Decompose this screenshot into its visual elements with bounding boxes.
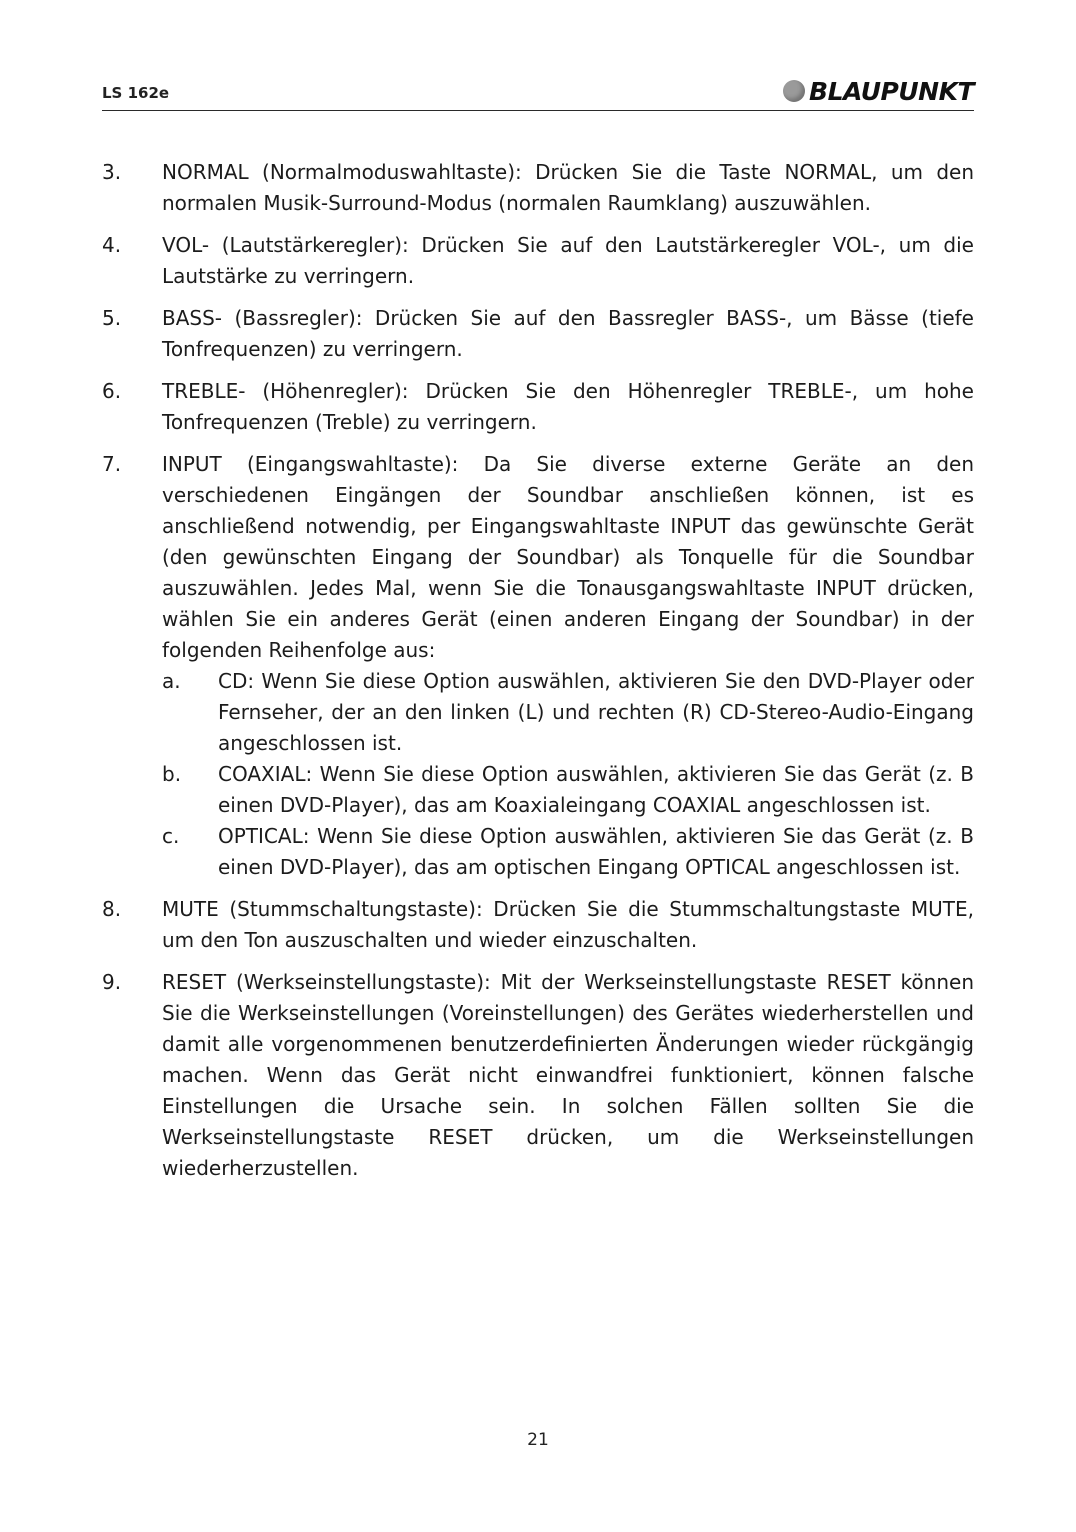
list-item (102, 376, 974, 438)
list-item (102, 894, 974, 956)
list-item (102, 967, 974, 1184)
item-text: TREBLE- (Höhenregler): Drücken Sie den Höhenregler TREBLE-, um hohe Tonfrequenzen (Treble) zu verringern. (162, 379, 974, 434)
item-number: 8. (102, 897, 122, 921)
list-item (102, 230, 974, 292)
page-number: 21 (527, 1430, 549, 1450)
item-number: 3. (102, 160, 122, 184)
item-text: RESET (Werkseinstellungstaste): Mit der Werkseinstellungstaste RESET können Sie die Werkseinstellungen (Voreinstellungen) des Gerätes wiederherstellen und damit alle vorgenommenen benutzerdefinierten Änderungen wieder rückgängig machen. Wenn das Gerät nicht einwandfrei funktioniert, können falsche Einstellungen die Ursache sein. In solchen Fällen sollten Sie die Werkseinstellungstaste RESET drücken, um die Werkseinstellungen wiederherzustellen. (162, 970, 974, 1180)
model-label: LS 162e (102, 84, 170, 102)
list-item (102, 157, 974, 219)
sub-item-letter: c. (162, 824, 180, 848)
sub-item-text: COAXIAL: Wenn Sie diese Option auswählen, aktivieren Sie das Gerät (z. B einen DVD-Player), das am Koaxialeingang COAXIAL angeschlossen ist. (218, 762, 974, 817)
item-text: MUTE (Stummschaltungstaste): Drücken Sie die Stummschaltungstaste MUTE, um den Ton auszuschalten und wieder einzuschalten. (162, 897, 974, 952)
page-header (102, 74, 974, 111)
item-number: 9. (102, 970, 122, 994)
item-number: 4. (102, 233, 122, 257)
sub-item-letter: b. (162, 762, 182, 786)
brand-dot-icon (783, 80, 805, 102)
item-number: 7. (102, 452, 122, 476)
sub-item-text: CD: Wenn Sie diese Option auswählen, aktivieren Sie den DVD-Player oder Fernseher, der an den linken (L) und rechten (R) CD-Stereo-Audio-Eingang angeschlossen ist. (218, 669, 974, 755)
sub-list-item (162, 759, 974, 821)
sub-item-text: OPTICAL: Wenn Sie diese Option auswählen, aktivieren Sie das Gerät (z. B einen DVD-Player), das am optischen Eingang OPTICAL angeschlossen ist. (218, 824, 974, 879)
item-text: NORMAL (Normalmoduswahltaste): Drücken Sie die Taste NORMAL, um den normalen Musik-Surround-Modus (normalen Raumklang) auszuwählen. (162, 160, 974, 215)
list-item (102, 449, 974, 883)
item-text: VOL- (Lautstärkeregler): Drücken Sie auf den Lautstärkeregler VOL-, um die Lautstärke zu verringern. (162, 233, 974, 288)
instruction-list (102, 157, 974, 1195)
item-number: 6. (102, 379, 122, 403)
item-text: BASS- (Bassregler): Drücken Sie auf den Bassregler BASS-, um Bässe (tiefe Tonfrequenzen) zu verringern. (162, 306, 974, 361)
item-number: 5. (102, 306, 122, 330)
sub-list-item (162, 666, 974, 759)
list-item (102, 303, 974, 365)
sub-list-item (162, 821, 974, 883)
item-text: INPUT (Eingangswahltaste): Da Sie diverse externe Geräte an den verschiedenen Eingängen der Soundbar anschließen können, ist es anschließend notwendig, per Eingangswahltaste INPUT das gewünschte Gerät (den gewünschten Eingang der Soundbar) als Tonquelle für die Soundbar auszuwählen. Jedes Mal, wenn Sie die Tonausgangswahltaste INPUT drücken, wählen Sie ein anderes Gerät (einen anderen Eingang der Soundbar) in der folgenden Reihenfolge aus: (162, 452, 974, 662)
brand-logo (783, 76, 974, 106)
brand-name: BLAUPUNKT (809, 76, 974, 106)
sub-item-letter: a. (162, 669, 181, 693)
